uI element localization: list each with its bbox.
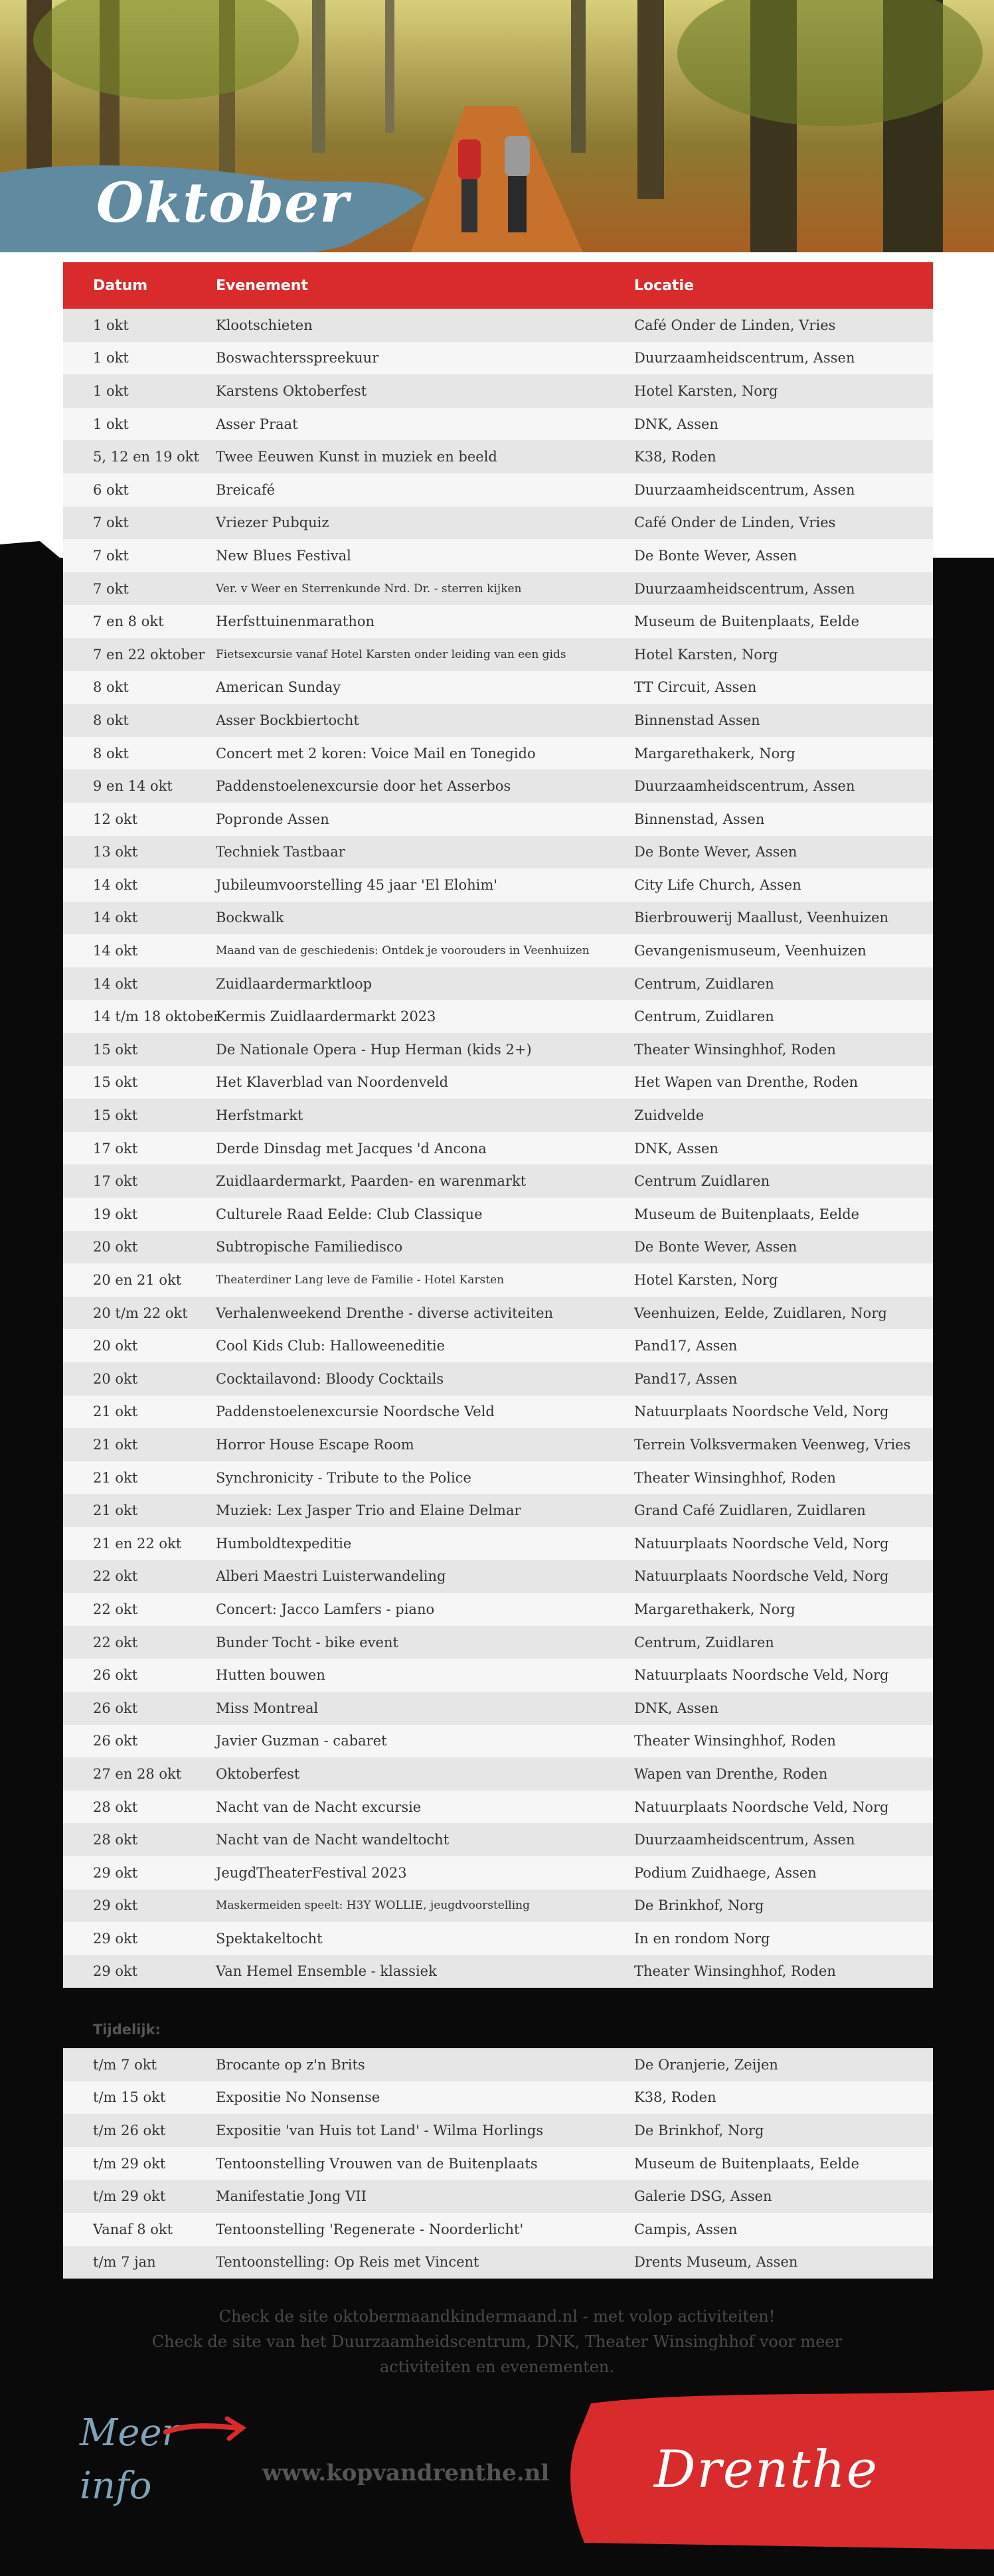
cell-event: Herfstmarkt <box>186 1099 604 1132</box>
table-row <box>63 1362 933 1396</box>
table-row <box>63 342 933 375</box>
drenthe-logo: Drenthe <box>654 2440 878 2500</box>
table-row <box>63 572 933 605</box>
cell-event: Concert: Jacco Lamfers - piano <box>186 1593 604 1626</box>
cell-event: Concert met 2 koren: Voice Mail en Tonegido <box>186 737 604 770</box>
cell-event: Kermis Zuidlaardermarkt 2023 <box>186 1000 604 1033</box>
cell-date: 1 okt <box>63 408 186 441</box>
cell-date: 20 t/m 22 okt <box>63 1297 186 1330</box>
cell-event: Techniek Tastbaar <box>186 836 604 869</box>
cell-location: Natuurplaats Noordsche Veld, Norg <box>604 1658 933 1692</box>
table-row <box>63 1725 933 1758</box>
table-row <box>63 1396 933 1429</box>
table-row <box>63 1692 933 1725</box>
cell-event: Expositie 'van Huis tot Land' - Wilma Horlings <box>186 2114 604 2147</box>
table-row <box>63 2246 933 2279</box>
cell-location: Centrum, Zuidlaren <box>604 1626 933 1659</box>
table-row <box>63 1297 933 1330</box>
cell-date: 12 okt <box>63 803 186 836</box>
table-row <box>63 638 933 671</box>
cell-location: Museum de Buitenplaats, Eelde <box>604 2147 933 2180</box>
cell-event: Cool Kids Club: Halloweeneditie <box>186 1329 604 1362</box>
cell-event: Derde Dinsdag met Jacques 'd Ancona <box>186 1132 604 1165</box>
cell-event: Herfsttuinenmarathon <box>186 605 604 638</box>
cell-date: 26 okt <box>63 1725 186 1758</box>
cell-location: Pand17, Assen <box>604 1362 933 1396</box>
cell-location: De Oranjerie, Zeijen <box>604 2048 933 2081</box>
cell-location: DNK, Assen <box>604 408 933 441</box>
cell-date: t/m 29 okt <box>63 2147 186 2180</box>
cell-location: De Bonte Wever, Assen <box>604 836 933 869</box>
cell-location: Gevangenismuseum, Veenhuizen <box>604 934 933 967</box>
cell-date: 26 okt <box>63 1692 186 1725</box>
table-row <box>63 1099 933 1132</box>
cell-location: Duurzaamheidscentrum, Assen <box>604 1823 933 1856</box>
cell-event: Breicafé <box>186 473 604 507</box>
cell-date: 14 okt <box>63 967 186 1001</box>
cell-date: 14 t/m 18 oktober <box>63 1000 186 1033</box>
table-row <box>63 1658 933 1692</box>
table-row <box>63 2180 933 2213</box>
table-row <box>63 539 933 572</box>
cell-event: Theaterdiner Lang leve de Familie - Hotel Karsten <box>186 1263 604 1297</box>
table-row <box>63 902 933 935</box>
cell-location: K38, Roden <box>604 2081 933 2115</box>
cell-date: t/m 7 jan <box>63 2246 186 2279</box>
cell-event: American Sunday <box>186 671 604 704</box>
table-row <box>63 1329 933 1362</box>
table-row <box>63 934 933 967</box>
cell-location: In en rondom Norg <box>604 1922 933 1955</box>
cell-location: Galerie DSG, Assen <box>604 2180 933 2213</box>
cell-date: 7 okt <box>63 572 186 605</box>
cell-location: De Brinkhof, Norg <box>604 2114 933 2147</box>
cell-date: 14 okt <box>63 934 186 967</box>
info-word: info <box>80 2464 152 2508</box>
cell-location: Margarethakerk, Norg <box>604 737 933 770</box>
cell-event: Maskermeiden speelt: H3Y WOLLIE, jeugdvoorstelling <box>186 1890 604 1923</box>
cell-date: 22 okt <box>63 1593 186 1626</box>
cell-date: 29 okt <box>63 1856 186 1890</box>
header-event: Evenement <box>186 262 604 309</box>
cell-event: Tentoonstelling Vrouwen van de Buitenplaats <box>186 2147 604 2180</box>
cell-event: Bunder Tocht - bike event <box>186 1626 604 1659</box>
cell-date: 13 okt <box>63 836 186 869</box>
cell-location: Museum de Buitenplaats, Eelde <box>604 1198 933 1231</box>
table-row <box>63 1922 933 1955</box>
cell-event: Bockwalk <box>186 902 604 935</box>
cell-location: Grand Café Zuidlaren, Zuidlaren <box>604 1494 933 1527</box>
cell-location: Binnenstad Assen <box>604 704 933 737</box>
cell-event: Zuidlaardermarktloop <box>186 967 604 1001</box>
table-row <box>63 1461 933 1494</box>
cell-event: De Nationale Opera - Hup Herman (kids 2+) <box>186 1033 604 1066</box>
cell-location: Hotel Karsten, Norg <box>604 1263 933 1297</box>
cell-event: Synchronicity - Tribute to the Police <box>186 1461 604 1494</box>
cell-location: DNK, Assen <box>604 1692 933 1725</box>
table-row <box>63 671 933 704</box>
temporary-label: Tijdelijk: <box>93 2022 161 2038</box>
cell-date: 17 okt <box>63 1165 186 1198</box>
cell-location: Binnenstad, Assen <box>604 803 933 836</box>
cell-date: 15 okt <box>63 1033 186 1066</box>
cell-location: Veenhuizen, Eelde, Zuidlaren, Norg <box>604 1297 933 1330</box>
table-row <box>63 1626 933 1659</box>
cell-event: Boswachtersspreekuur <box>186 342 604 375</box>
table-row <box>63 1955 933 1988</box>
cell-location: Natuurplaats Noordsche Veld, Norg <box>604 1791 933 1824</box>
table-row <box>63 374 933 408</box>
cell-date: 15 okt <box>63 1099 186 1132</box>
cell-event: Oktoberfest <box>186 1757 604 1791</box>
cell-event: Popronde Assen <box>186 803 604 836</box>
table-row <box>63 408 933 441</box>
table-row <box>63 1527 933 1560</box>
cell-location: City Life Church, Assen <box>604 868 933 902</box>
table-row <box>63 2213 933 2246</box>
cell-location: Wapen van Drenthe, Roden <box>604 1757 933 1791</box>
table-row <box>63 2081 933 2115</box>
cell-date: 14 okt <box>63 868 186 902</box>
header-date: Datum <box>63 262 186 309</box>
cell-event: Twee Eeuwen Kunst in muziek en beeld <box>186 440 604 473</box>
cell-event: Vriezer Pubquiz <box>186 507 604 540</box>
cell-location: Duurzaamheidscentrum, Assen <box>604 342 933 375</box>
cell-date: 21 okt <box>63 1428 186 1461</box>
cell-event: Van Hemel Ensemble - klassiek <box>186 1955 604 1988</box>
cell-date: 19 okt <box>63 1198 186 1231</box>
table-row <box>63 1263 933 1297</box>
cell-event: Asser Bockbiertocht <box>186 704 604 737</box>
table-row <box>63 1823 933 1856</box>
cell-location: Campis, Assen <box>604 2213 933 2246</box>
cell-date: 5, 12 en 19 okt <box>63 440 186 473</box>
cell-location: Hotel Karsten, Norg <box>604 374 933 408</box>
table-row <box>63 1428 933 1461</box>
cell-location: Natuurplaats Noordsche Veld, Norg <box>604 1396 933 1429</box>
cell-event: Javier Guzman - cabaret <box>186 1725 604 1758</box>
cell-location: Margarethakerk, Norg <box>604 1593 933 1626</box>
cell-date: 22 okt <box>63 1626 186 1659</box>
cell-event: Paddenstoelenexcursie Noordsche Veld <box>186 1396 604 1429</box>
table-row <box>63 440 933 473</box>
header-location: Locatie <box>604 262 933 309</box>
table-row <box>63 2048 933 2081</box>
cell-date: 7 okt <box>63 539 186 572</box>
table-row <box>63 1560 933 1593</box>
footer-line-3: activiteiten en evenementen. <box>379 2358 615 2376</box>
cell-location: Theater Winsinghhof, Roden <box>604 1725 933 1758</box>
cell-date: 20 okt <box>63 1329 186 1362</box>
cell-location: Theater Winsinghhof, Roden <box>604 1955 933 1988</box>
cell-location: Café Onder de Linden, Vries <box>604 507 933 540</box>
table-row <box>63 1791 933 1824</box>
table-row <box>63 1890 933 1923</box>
footer-text <box>0 2304 994 2379</box>
cell-event: Paddenstoelenexcursie door het Asserbos <box>186 769 604 803</box>
table-row <box>63 704 933 737</box>
cell-event: Muziek: Lex Jasper Trio and Elaine Delmar <box>186 1494 604 1527</box>
cell-location: De Brinkhof, Norg <box>604 1890 933 1923</box>
temporary-table <box>63 2048 933 2279</box>
cell-date: 27 en 28 okt <box>63 1757 186 1791</box>
cell-date: 29 okt <box>63 1922 186 1955</box>
cell-location: Natuurplaats Noordsche Veld, Norg <box>604 1527 933 1560</box>
cell-event: Nacht van de Nacht excursie <box>186 1791 604 1824</box>
cell-date: t/m 26 okt <box>63 2114 186 2147</box>
meer-word: Meer <box>80 2411 180 2455</box>
cell-location: Theater Winsinghhof, Roden <box>604 1033 933 1066</box>
cell-event: Fietsexcursie vanaf Hotel Karsten onder leiding van een gids <box>186 638 604 671</box>
cell-date: 20 en 21 okt <box>63 1263 186 1297</box>
cell-location: K38, Roden <box>604 440 933 473</box>
website-link[interactable]: www.kopvandrenthe.nl <box>262 2460 550 2486</box>
cell-date: 9 en 14 okt <box>63 769 186 803</box>
cell-date: t/m 7 okt <box>63 2048 186 2081</box>
cell-event: Karstens Oktoberfest <box>186 374 604 408</box>
cell-location: Bierbrouwerij Maallust, Veenhuizen <box>604 902 933 935</box>
cell-event: Humboldtexpeditie <box>186 1527 604 1560</box>
cell-event: Zuidlaardermarkt, Paarden- en warenmarkt <box>186 1165 604 1198</box>
cell-date: 17 okt <box>63 1132 186 1165</box>
table-row <box>63 1856 933 1890</box>
table-row <box>63 1033 933 1066</box>
table-row <box>63 605 933 638</box>
cell-event: Subtropische Familiedisco <box>186 1231 604 1264</box>
cell-location: Duurzaamheidscentrum, Assen <box>604 473 933 507</box>
cell-date: t/m 29 okt <box>63 2180 186 2213</box>
cell-date: 7 en 22 oktober <box>63 638 186 671</box>
table-row <box>63 967 933 1001</box>
cell-event: Ver. v Weer en Sterrenkunde Nrd. Dr. - sterren kijken <box>186 572 604 605</box>
cell-location: Café Onder de Linden, Vries <box>604 309 933 342</box>
table-row <box>63 1593 933 1626</box>
cell-location: Drents Museum, Assen <box>604 2246 933 2279</box>
table-row <box>63 1132 933 1165</box>
cell-location: Het Wapen van Drenthe, Roden <box>604 1066 933 1099</box>
table-row <box>63 803 933 836</box>
table-row <box>63 1165 933 1198</box>
cell-event: Alberi Maestri Luisterwandeling <box>186 1560 604 1593</box>
cell-date: 7 en 8 okt <box>63 605 186 638</box>
table-row <box>63 2114 933 2147</box>
cell-location: TT Circuit, Assen <box>604 671 933 704</box>
cell-event: New Blues Festival <box>186 539 604 572</box>
cell-event: Nacht van de Nacht wandeltocht <box>186 1823 604 1856</box>
cell-location: Theater Winsinghhof, Roden <box>604 1461 933 1494</box>
arrow-icon <box>166 2413 246 2447</box>
cell-date: 14 okt <box>63 902 186 935</box>
table-row <box>63 473 933 507</box>
cell-location: Podium Zuidhaege, Assen <box>604 1856 933 1890</box>
cell-event: Miss Montreal <box>186 1692 604 1725</box>
cell-event: Manifestatie Jong VII <box>186 2180 604 2213</box>
cell-event: Het Klaverblad van Noordenveld <box>186 1066 604 1099</box>
cell-date: 1 okt <box>63 309 186 342</box>
table-row <box>63 1494 933 1527</box>
cell-location: Pand17, Assen <box>604 1329 933 1362</box>
cell-date: 29 okt <box>63 1955 186 1988</box>
table-row <box>63 836 933 869</box>
cell-date: 1 okt <box>63 342 186 375</box>
meer-info-label <box>80 2410 179 2510</box>
page-title: Oktober <box>96 171 349 235</box>
cell-location: Duurzaamheidscentrum, Assen <box>604 572 933 605</box>
cell-location: Centrum Zuidlaren <box>604 1165 933 1198</box>
cell-location: Natuurplaats Noordsche Veld, Norg <box>604 1560 933 1593</box>
cell-date: 22 okt <box>63 1560 186 1593</box>
cell-date: 20 okt <box>63 1231 186 1264</box>
cell-event: Tentoonstelling 'Regenerate - Noorderlicht' <box>186 2213 604 2246</box>
table-row <box>63 507 933 540</box>
cell-event: Klootschieten <box>186 309 604 342</box>
cell-location: Museum de Buitenplaats, Eelde <box>604 605 933 638</box>
table-row <box>63 737 933 770</box>
cell-date: Vanaf 8 okt <box>63 2213 186 2246</box>
table-row <box>63 1198 933 1231</box>
footer-line-2: Check de site van het Duurzaamheidscentrum, DNK, Theater Winsinghhof voor meer <box>151 2332 843 2351</box>
cell-event: Culturele Raad Eelde: Club Classique <box>186 1198 604 1231</box>
cell-date: t/m 15 okt <box>63 2081 186 2115</box>
table-row <box>63 2147 933 2180</box>
cell-location: Zuidvelde <box>604 1099 933 1132</box>
cell-event: Expositie No Nonsense <box>186 2081 604 2115</box>
cell-event: Hutten bouwen <box>186 1658 604 1692</box>
cell-date: 8 okt <box>63 671 186 704</box>
cell-location: Duurzaamheidscentrum, Assen <box>604 769 933 803</box>
cell-event: Tentoonstelling: Op Reis met Vincent <box>186 2246 604 2279</box>
cell-date: 28 okt <box>63 1791 186 1824</box>
table-row <box>63 868 933 902</box>
cell-location: Terrein Volksvermaken Veenweg, Vries <box>604 1428 933 1461</box>
cell-date: 8 okt <box>63 704 186 737</box>
cell-date: 21 okt <box>63 1396 186 1429</box>
cell-date: 21 okt <box>63 1461 186 1494</box>
table-row <box>63 309 933 342</box>
cell-date: 21 okt <box>63 1494 186 1527</box>
cell-event: Asser Praat <box>186 408 604 441</box>
events-table <box>63 262 933 1988</box>
cell-event: Cocktailavond: Bloody Cocktails <box>186 1362 604 1396</box>
cell-date: 28 okt <box>63 1823 186 1856</box>
cell-location: Centrum, Zuidlaren <box>604 967 933 1001</box>
cell-date: 29 okt <box>63 1890 186 1923</box>
table-row <box>63 769 933 803</box>
footer-line-1: Check de site oktobermaandkindermaand.nl - met volop activiteiten! <box>218 2307 776 2326</box>
cell-event: Spektakeltocht <box>186 1922 604 1955</box>
cell-location: DNK, Assen <box>604 1132 933 1165</box>
cell-date: 8 okt <box>63 737 186 770</box>
cell-location: De Bonte Wever, Assen <box>604 539 933 572</box>
cell-event: JeugdTheaterFestival 2023 <box>186 1856 604 1890</box>
cell-location: De Bonte Wever, Assen <box>604 1231 933 1264</box>
cell-date: 7 okt <box>63 507 186 540</box>
cell-location: Centrum, Zuidlaren <box>604 1000 933 1033</box>
cell-event: Maand van de geschiedenis: Ontdek je voorouders in Veenhuizen <box>186 934 604 967</box>
cell-date: 15 okt <box>63 1066 186 1099</box>
cell-date: 20 okt <box>63 1362 186 1396</box>
table-row <box>63 1000 933 1033</box>
cell-event: Horror House Escape Room <box>186 1428 604 1461</box>
table-row <box>63 1066 933 1099</box>
cell-event: Jubileumvoorstelling 45 jaar 'El Elohim' <box>186 868 604 902</box>
cell-event: Brocante op z'n Brits <box>186 2048 604 2081</box>
cell-location: Hotel Karsten, Norg <box>604 638 933 671</box>
table-row <box>63 1231 933 1264</box>
cell-date: 21 en 22 okt <box>63 1527 186 1560</box>
cell-date: 6 okt <box>63 473 186 507</box>
cell-date: 26 okt <box>63 1658 186 1692</box>
table-row <box>63 1757 933 1791</box>
cell-event: Verhalenweekend Drenthe - diverse activiteiten <box>186 1297 604 1330</box>
cell-date: 1 okt <box>63 374 186 408</box>
